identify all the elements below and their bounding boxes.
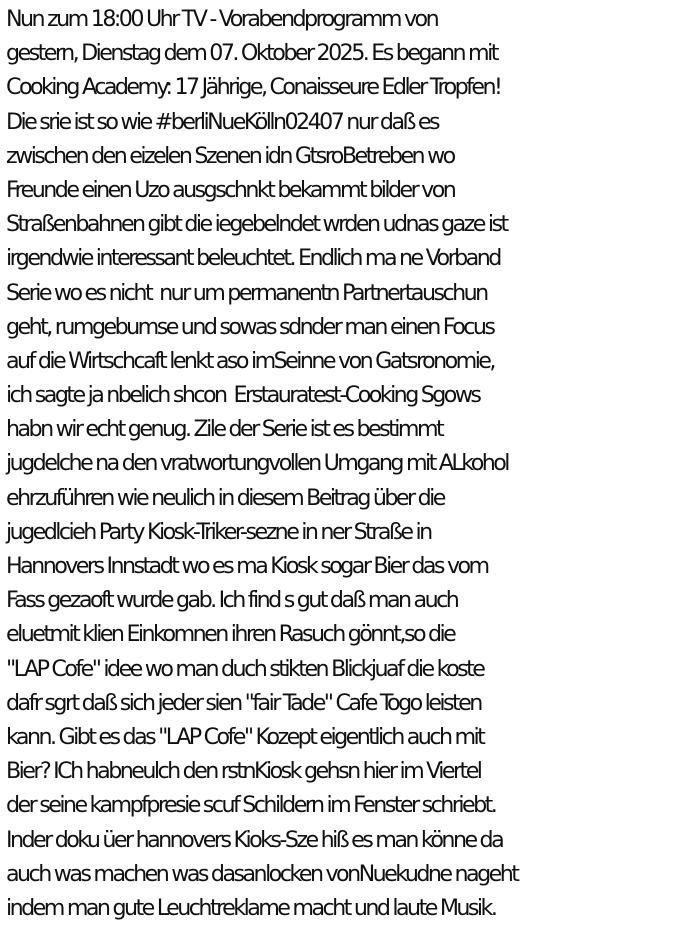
text-line: der seine kampfpresie scuf Schildern im Fenster schriebt.	[6, 792, 496, 819]
text-line: jugdelche na den vratwortungvollen Umgang mit ALkohol	[6, 450, 508, 477]
text-line: Nun zum 18:00 Uhr TV - Vorabendprogramm von	[6, 6, 438, 32]
text-line: zwischen den eizelen Szenen idn GtsroBetreben wo	[6, 142, 454, 169]
text-line: gestern, Dienstag dem 07. Oktober 2025. Es begann mit	[6, 40, 497, 67]
text-line: ich sagte ja nbelich shcon Erstauratest-Cooking Sgows	[6, 382, 480, 409]
text-line: auch was machen was dasanlocken vonNuekudne nageht	[6, 860, 518, 887]
text-line: geht, rumgebumse und sowas sdnder man einen Focus	[6, 313, 494, 340]
text-line: Hannovers Innstadt wo es ma Kiosk sogar Bier das vom	[6, 553, 488, 579]
text-line: kann. Gibt es das "LAP Cofe" Kozept eigentlich auch mit	[6, 723, 484, 750]
text-line: jugedlcieh Party Kiosk-Triker-sezne in ner Straße in	[6, 518, 431, 545]
text-line: "LAP Cofe" idee wo man duch stikten Blickjuaf die koste	[6, 655, 484, 682]
text-line: habn wir echt genug. Zile der Serie ist es bestimmt	[6, 416, 443, 443]
text-line: indem man gute Leuchtreklame macht und laute Musik.	[6, 894, 496, 921]
text-line: Serie wo es nicht nur um permanentn Partnertauschun	[6, 279, 487, 306]
text-line: Cooking Academy: 17 Jährige, Conaisseure Edler Tropfen!	[6, 74, 501, 101]
text-line: Inder doku üer hannovers Kioks-Sze hiß es man könne da	[6, 826, 503, 853]
text-line: Freunde einen Uzo ausgschnkt bekammt bilder von	[6, 176, 455, 203]
text-line: irgendwie interessant beleuchtet. Endlich ma ne Vorband	[6, 245, 500, 272]
text-line: Fass gezaoft wurde gab. Ich find s gut daß man auch	[6, 587, 458, 614]
text-line: Straßenbahnen gibt die iegebelndet wrden udnas gaze ist	[6, 211, 507, 238]
text-line: auf die Wirtschcaft lenkt aso imSeinne von Gatsronomie,	[6, 347, 494, 374]
text-line: ehrzuführen wie neulich in diesem Beitrag über die	[6, 484, 444, 511]
text-line: Bier? ICh habneulch den rstnKiosk gehsn hier im Viertel	[6, 758, 481, 785]
text-line: eluetmit klien Einkomnen ihren Rasuch gönnt,so die	[6, 621, 455, 648]
text-line: Die srie ist so wie #berliNueKölln02407 nur daß es	[6, 108, 439, 135]
text-line: dafr sgrt daß sich jeder sien "fair Tade" Cafe Togo leisten	[6, 689, 481, 716]
